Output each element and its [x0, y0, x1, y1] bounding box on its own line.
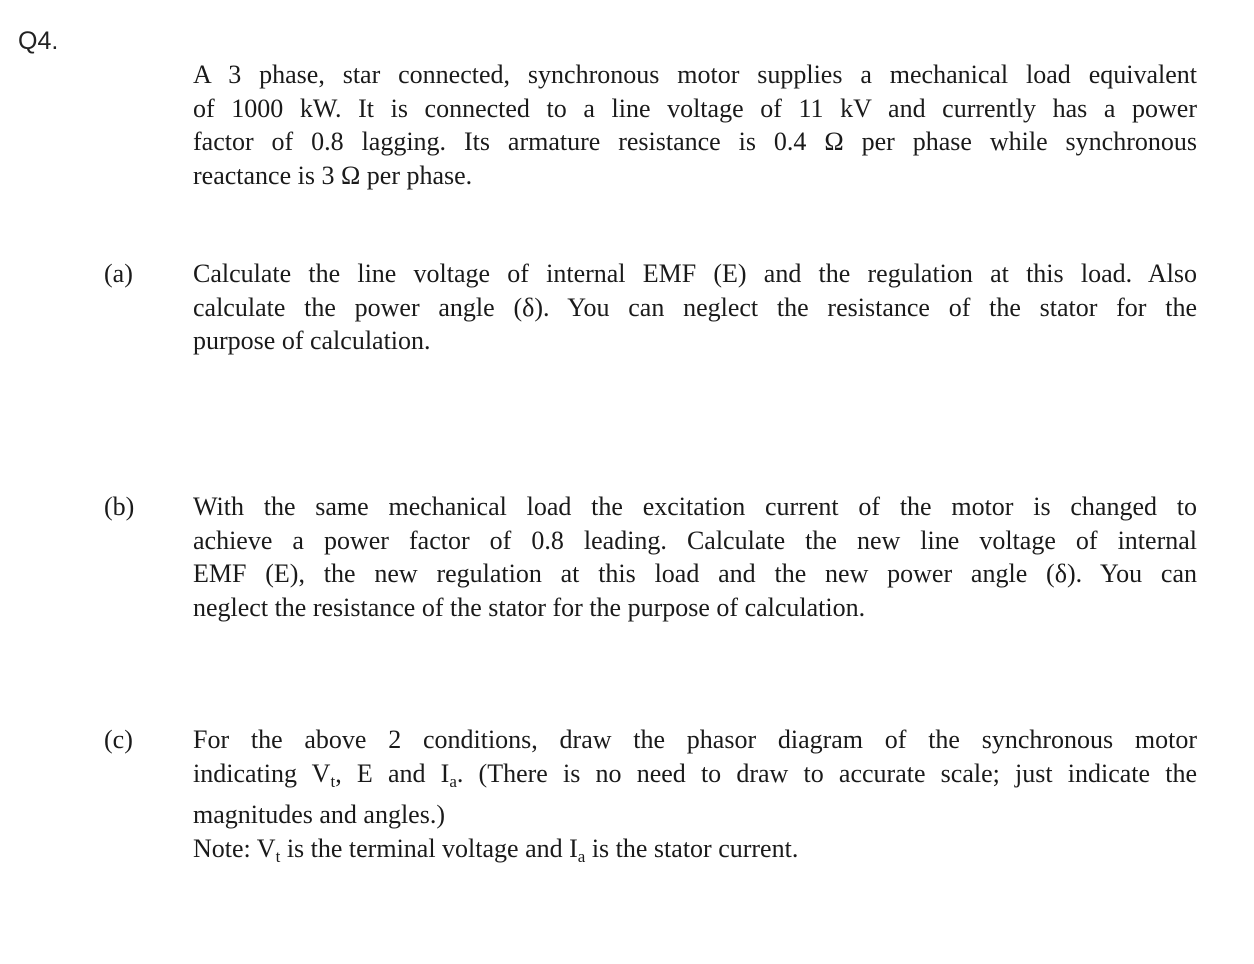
- part-b-line: neglect the resistance of the stator for the purpose of calculation.: [193, 592, 866, 622]
- intro-line: factor of 0.8 lagging. Its armature resistance is 0.4 Ω per phase while synchronous: [193, 127, 1197, 156]
- part-a-line: purpose of calculation.: [193, 326, 431, 355]
- question-number: Q4.: [18, 27, 59, 55]
- part-c-label: (c): [104, 725, 133, 754]
- part-a-text: [193, 257, 1197, 358]
- part-b-label: (b): [104, 492, 135, 521]
- subscript-a: a: [577, 846, 586, 866]
- intro-line: of 1000 kW. It is connected to a line voltage of 11 kV and currently has a power: [193, 93, 1197, 123]
- part-b-line: EMF (E), the new regulation at this load and the new power angle (δ). You can: [193, 559, 1197, 588]
- part-c-line: magnitudes and angles.): [193, 800, 445, 829]
- part-a-line: calculate the power angle (δ). You can neglect the resistance of the stator for the: [193, 292, 1197, 322]
- part-c-text-run: . (There is no need to draw to accurate scale; just indicate the: [456, 758, 1198, 788]
- question-intro: [193, 58, 1197, 192]
- note-text-run: is the stator current.: [585, 833, 799, 863]
- subscript-t: t: [330, 771, 336, 791]
- intro-line: reactance is 3 Ω per phase.: [193, 160, 473, 190]
- note-text-run: Note: V: [193, 833, 276, 863]
- part-c-text: [193, 723, 1197, 873]
- intro-line: A 3 phase, star connected, synchronous motor supplies a mechanical load equivalent: [193, 60, 1197, 89]
- note-text-run: is the terminal voltage and I: [280, 833, 578, 863]
- part-b-text: [193, 490, 1197, 624]
- part-b-line: achieve a power factor of 0.8 leading. Calculate the new line voltage of internal: [193, 525, 1197, 555]
- part-a-label: (a): [104, 259, 133, 288]
- part-c-text-run: , E and I: [335, 758, 450, 788]
- part-b-line: With the same mechanical load the excitation current of the motor is changed to: [193, 492, 1197, 521]
- part-c-note: [193, 832, 1197, 874]
- subscript-t: t: [275, 846, 281, 866]
- part-c-line: For the above 2 conditions, draw the phasor diagram of the synchronous motor: [193, 725, 1197, 754]
- part-c-text-run: indicating V: [193, 758, 331, 788]
- part-c-line: [193, 757, 1197, 799]
- part-a-line: Calculate the line voltage of internal EMF (E) and the regulation at this load. Also: [193, 259, 1197, 288]
- subscript-a: a: [449, 771, 457, 791]
